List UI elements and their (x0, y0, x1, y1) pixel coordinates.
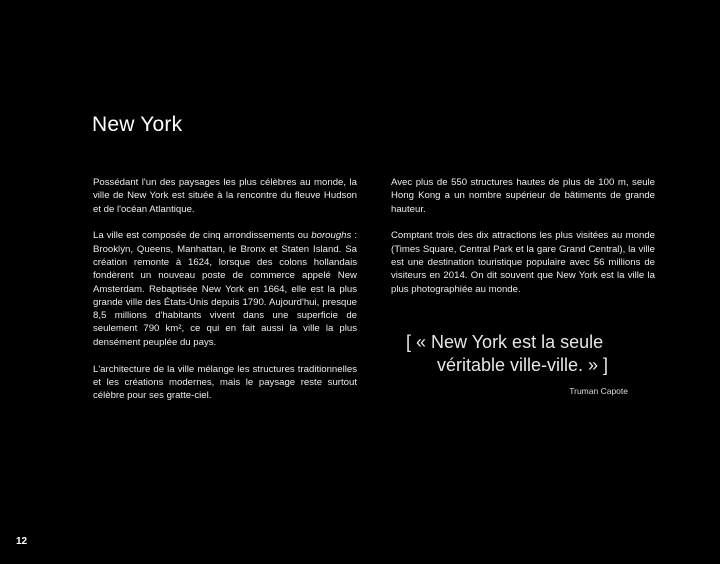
italic-term: boroughs (311, 230, 352, 242)
quote-author: Truman Capote (569, 386, 628, 396)
quote-line: [ « New York est la seule (406, 332, 604, 352)
paragraph (93, 229, 357, 349)
left-column (93, 176, 357, 416)
page-title: New York (92, 113, 183, 136)
paragraph: Avec plus de 550 structures hautes de plus de 100 m, seule Hong Kong a un nombre supérieur de bâtiments de grande hauteur. (391, 177, 655, 215)
paragraph: L'architecture de la ville mélange les structures traditionnelles et les créations modernes, mais le paysage reste surtout célèbre pour ses gratte-ciel. (93, 363, 357, 402)
paragraph: Comptant trois des dix attractions les plus visitées au monde (Times Square, Central Park et la gare Grand Central), la ville est une destination touristique populaire avec 56 millions de visiteurs en 2014. On dit souvent que New York est la ville la plus photographiée au monde. (391, 230, 655, 295)
page-number: 12 (16, 536, 28, 547)
paragraph-text: : Brooklyn, Queens, Manhattan, le Bronx et Staten Island. Sa création remonte à 1624, lorsque des colons hollandais fondèrent un nouveau poste de commerce appelé New Amsterdam. Rebaptisée New York en 1664, elle est la plus grande ville des États-Unis depuis 1790. Aujourd'hui, presque 8,5 millions d'habitants vivent dans une superficie de seulement 790 km², ce qui en fait aussi la ville la plus densément peuplée du pays. (93, 230, 357, 348)
paragraph-text: La ville est composée de cinq arrondissements ou (93, 230, 312, 242)
right-column (391, 176, 655, 309)
pull-quote (406, 331, 666, 377)
paragraph: Possédant l'un des paysages les plus célèbres au monde, la ville de New York est située à la rencontre du fleuve Hudson et de l'océan Atlantique. (93, 177, 357, 215)
quote-line: véritable ville-ville. » ] (437, 355, 609, 375)
